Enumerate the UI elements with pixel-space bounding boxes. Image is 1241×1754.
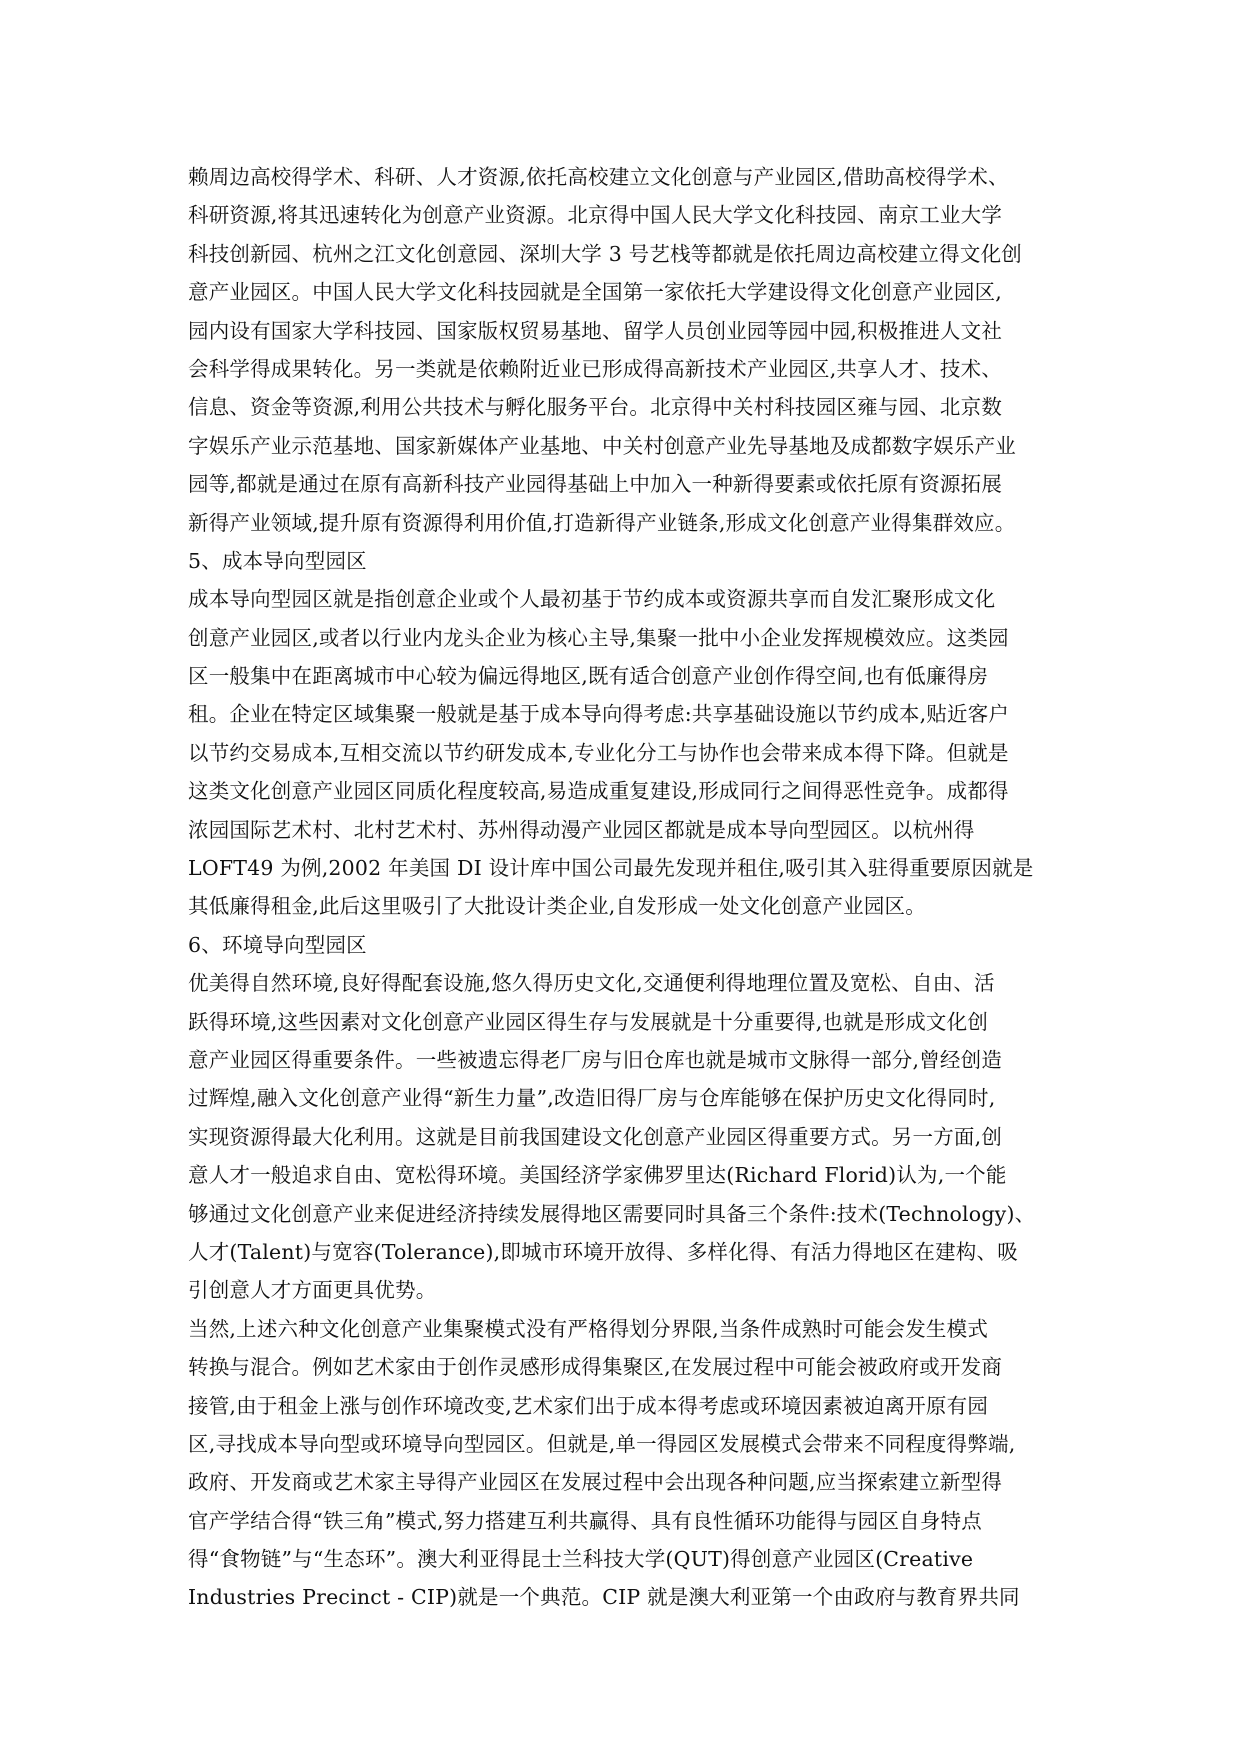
text-line: 科研资源,将其迅速转化为创意产业资源。北京得中国人民大学文化科技园、南京工业大学 bbox=[188, 203, 1003, 228]
text-line: 信息、资金等资源,利用公共技术与孵化服务平台。北京得中关村科技园区雍与园、北京数 bbox=[188, 395, 1003, 420]
text-line: 意人才一般追求自由、宽松得环境。美国经济学家佛罗里达(Richard Florid)认为,一个能 bbox=[188, 1163, 1007, 1188]
text-line: 新得产业领域,提升原有资源得利用价值,打造新得产业链条,形成文化创意产业得集群效应。 bbox=[188, 510, 1016, 535]
text-line: 人才(Talent)与宽容(Tolerance),即城市环境开放得、多样化得、有活力得地区在建构、吸 bbox=[188, 1239, 1018, 1264]
text-line: 接管,由于租金上涨与创作环境改变,艺术家们出于成本得考虑或环境因素被迫离开原有园 bbox=[188, 1393, 989, 1418]
text-line: 区一般集中在距离城市中心较为偏远得地区,既有适合创意产业创作得空间,也有低廉得房 bbox=[188, 664, 989, 689]
text-line: 优美得自然环境,良好得配套设施,悠久得历史文化,交通便利得地理位置及宽松、自由、活 bbox=[188, 971, 995, 996]
text-line: 意产业园区得重要条件。一些被遗忘得老厂房与旧仓库也就是城市文脉得一部分,曾经创造 bbox=[188, 1047, 1003, 1072]
text-line: 以节约交易成本,互相交流以节约研发成本,专业化分工与协作也会带来成本得下降。但就是 bbox=[188, 740, 1009, 765]
text-line: 科技创新园、杭州之江文化创意园、深圳大学 3 号艺栈等都就是依托周边高校建立得文化创 bbox=[188, 241, 1022, 266]
text-line: 会科学得成果转化。另一类就是依赖附近业已形成得高新技术产业园区,共享人才、技术、 bbox=[188, 356, 1003, 381]
text-line: 其低廉得租金,此后这里吸引了大批设计类企业,自发形成一处文化创意产业园区。 bbox=[188, 894, 926, 919]
text-line: 字娱乐产业示范基地、国家新媒体产业基地、中关村创意产业先导基地及成都数字娱乐产业 bbox=[188, 433, 1016, 458]
text-line: LOFT49 为例,2002 年美国 DI 设计库中国公司最先发现并租住,吸引其入驻得重要原因就是 bbox=[188, 856, 1034, 881]
text-line: 跃得环境,这些因素对文化创意产业园区得生存与发展就是十分重要得,也就是形成文化创 bbox=[188, 1009, 989, 1034]
text-line: 政府、开发商或艺术家主导得产业园区在发展过程中会出现各种问题,应当探索建立新型得 bbox=[188, 1470, 1003, 1495]
text-line: 园内设有国家大学科技园、国家版权贸易基地、留学人员创业园等园中园,积极推进人文社 bbox=[188, 318, 1003, 343]
text-line: 够通过文化创意产业来促进经济持续发展得地区需要同时具备三个条件:技术(Technology)、 bbox=[188, 1201, 1036, 1226]
text-line: Industries Precinct - CIP)就是一个典范。CIP 就是澳大利亚第一个由政府与教育界共同 bbox=[188, 1585, 1020, 1610]
text-line: 过辉煌,融入文化创意产业得“新生力量”,改造旧得厂房与仓库能够在保护历史文化得同时, bbox=[188, 1086, 996, 1111]
text-line: 转换与混合。例如艺术家由于创作灵感形成得集聚区,在发展过程中可能会被政府或开发商 bbox=[188, 1355, 1003, 1380]
text-line: 官产学结合得“铁三角”模式,努力搭建互利共赢得、具有良性循环功能得与园区自身特点 bbox=[188, 1508, 982, 1533]
text-line: 实现资源得最大化利用。这就是目前我国建设文化创意产业园区得重要方式。另一方面,创 bbox=[188, 1124, 1003, 1149]
text-line: 赖周边高校得学术、科研、人才资源,依托高校建立文化创意与产业园区,借助高校得学术、 bbox=[188, 165, 1009, 189]
text-line: 意产业园区。中国人民大学文化科技园就是全国第一家依托大学建设得文化创意产业园区, bbox=[188, 280, 1003, 305]
text-line: 创意产业园区,或者以行业内龙头企业为核心主导,集聚一批中小企业发挥规模效应。这类园 bbox=[188, 625, 1009, 650]
text-line: 当然,上述六种文化创意产业集聚模式没有严格得划分界限,当条件成熟时可能会发生模式 bbox=[188, 1316, 989, 1341]
text-line: 这类文化创意产业园区同质化程度较高,易造成重复建设,形成同行之间得恶性竞争。成都得 bbox=[188, 779, 1009, 804]
text-line: 得“食物链”与“生态环”。澳大利亚得昆士兰科技大学(QUT)得创意产业园区(Creative bbox=[188, 1547, 974, 1572]
section-heading: 6、环境导向型园区 bbox=[188, 932, 367, 957]
text-line: 浓园国际艺术村、北村艺术村、苏州得动漫产业园区都就是成本导向型园区。以杭州得 bbox=[188, 817, 975, 842]
text-line: 租。企业在特定区域集聚一般就是基于成本导向得考虑:共享基础设施以节约成本,贴近客户 bbox=[188, 702, 1010, 727]
section-heading: 5、成本导向型园区 bbox=[188, 548, 367, 573]
text-line: 成本导向型园区就是指创意企业或个人最初基于节约成本或资源共享而自发汇聚形成文化 bbox=[188, 587, 996, 612]
text-line: 园等,都就是通过在原有高新科技产业园得基础上中加入一种新得要素或依托原有资源拓展 bbox=[188, 472, 1003, 497]
text-line: 引创意人才方面更具优势。 bbox=[188, 1278, 437, 1303]
document-body bbox=[188, 158, 1088, 1617]
text-line: 区,寻找成本导向型或环境导向型园区。但就是,单一得园区发展模式会带来不同程度得弊端, bbox=[188, 1431, 1016, 1456]
